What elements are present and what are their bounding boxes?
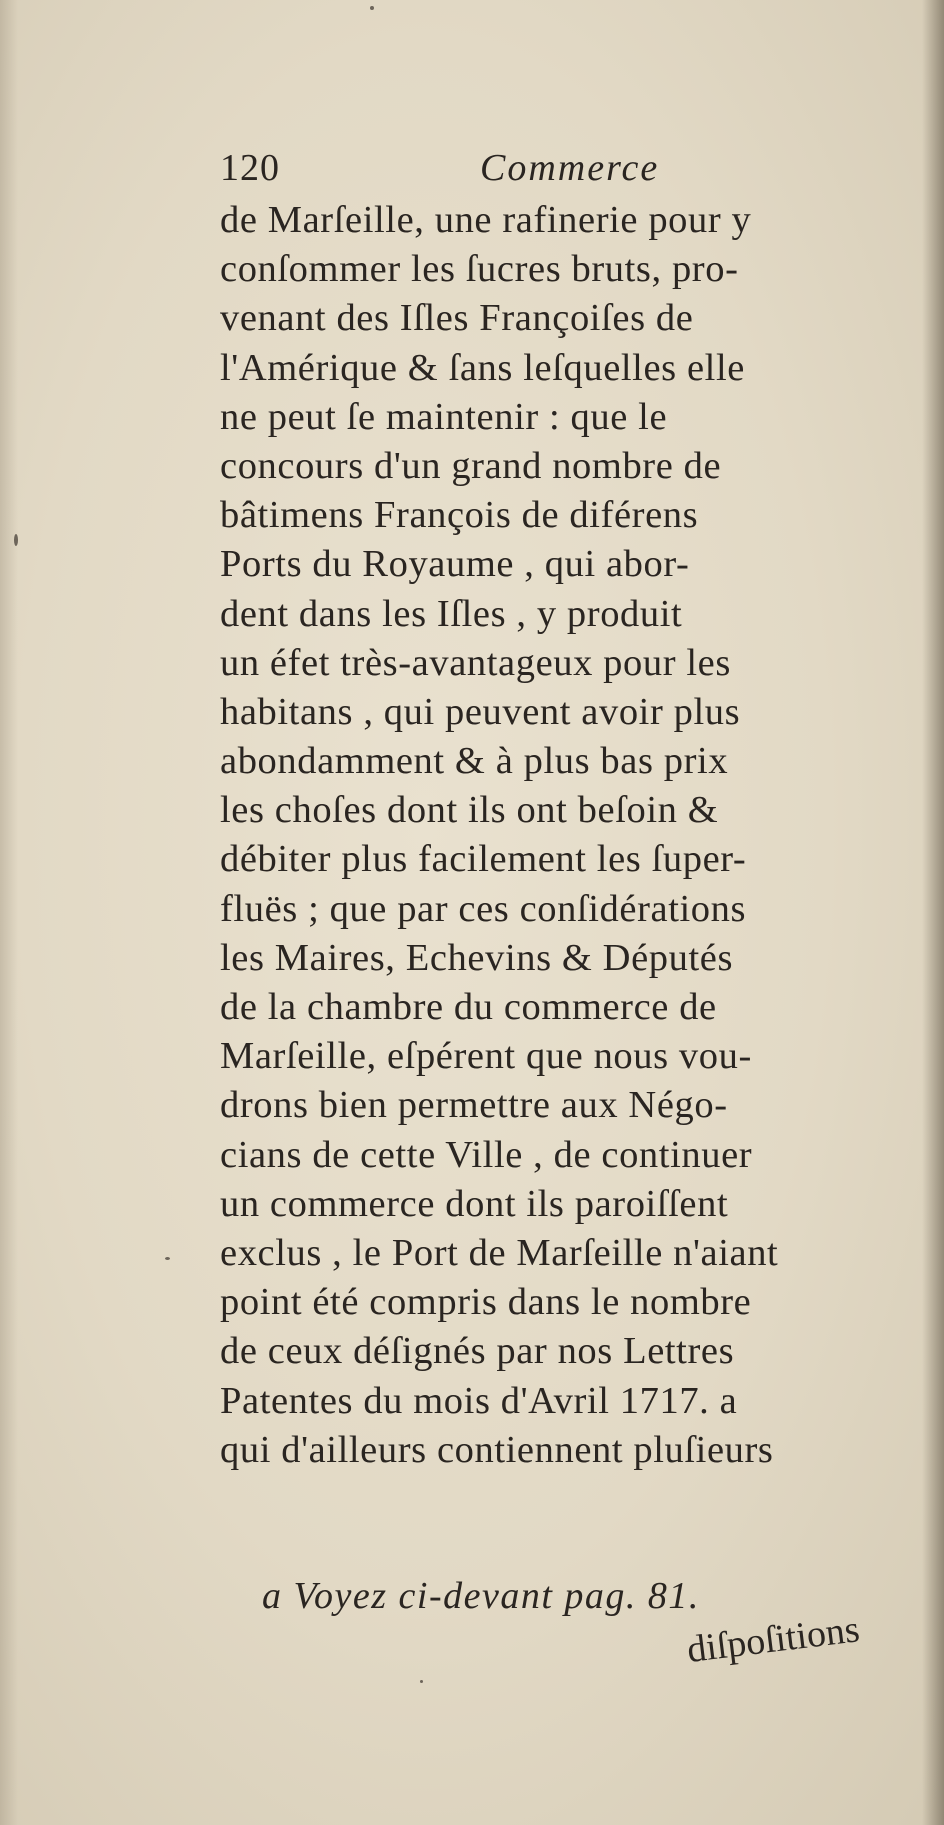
text-line: Ports du Royaume , qui abor- xyxy=(220,543,690,586)
text-line: venant des Iſles Françoiſes de xyxy=(220,297,694,340)
running-title: Commerce xyxy=(480,147,660,189)
text-line: un commerce dont ils paroiſſent xyxy=(220,1182,729,1225)
text-line: dent dans les Iſles , y produit xyxy=(220,592,683,635)
text-line: ne peut ſe maintenir : que le xyxy=(220,395,668,438)
page-number: 120 xyxy=(220,147,280,189)
paper-speck xyxy=(370,6,374,10)
text-line: conſommer les ſucres bruts, pro- xyxy=(220,248,739,291)
footnote: a Voyez ci-devant pag. 81. xyxy=(262,1575,700,1617)
page-header xyxy=(220,146,720,190)
text-line: Marſeille, eſpérent que nous vou- xyxy=(220,1035,752,1078)
text-line: abondamment & à plus bas prix xyxy=(220,740,729,783)
text-line: les choſes dont ils ont beſoin & xyxy=(220,789,719,832)
text-line: fluës ; que par ces conſidérations xyxy=(220,887,747,930)
text-line: les Maires, Echevins & Députés xyxy=(220,936,734,979)
text-line: bâtimens François de diférens xyxy=(220,494,699,537)
text-line: débiter plus facilement les ſuper- xyxy=(220,838,747,881)
text-line: drons bien permettre aux Négo- xyxy=(220,1084,728,1127)
text-line: qui d'ailleurs contiennent pluſieurs xyxy=(220,1428,774,1471)
text-line: habitans , qui peuvent avoir plus xyxy=(220,690,741,733)
paper-speck xyxy=(420,1680,423,1683)
body-text xyxy=(220,196,932,1475)
text-line: un éfet très-avantageux pour les xyxy=(220,641,731,684)
text-line: concours d'un grand nombre de xyxy=(220,444,722,487)
text-line: cians de cette Ville , de continuer xyxy=(220,1133,753,1176)
page-edge-shadow-left xyxy=(0,0,18,1825)
text-line: exclus , le Port de Marſeille n'aiant xyxy=(220,1231,779,1274)
paper-speck xyxy=(14,534,18,546)
text-line: de la chambre du commerce de xyxy=(220,986,717,1028)
text-line: de ceux déſignés par nos Lettres xyxy=(220,1330,735,1373)
paper-speck xyxy=(165,1257,170,1260)
text-line: Patentes du mois d'Avril 1717. a xyxy=(220,1379,738,1422)
text-line: point été compris dans le nombre xyxy=(220,1281,752,1324)
text-line: de Marſeille, une rafinerie pour y xyxy=(220,199,752,241)
catchword: diſpoſitions xyxy=(684,1608,862,1672)
text-line: l'Amérique & ſans leſquelles elle xyxy=(220,346,745,389)
